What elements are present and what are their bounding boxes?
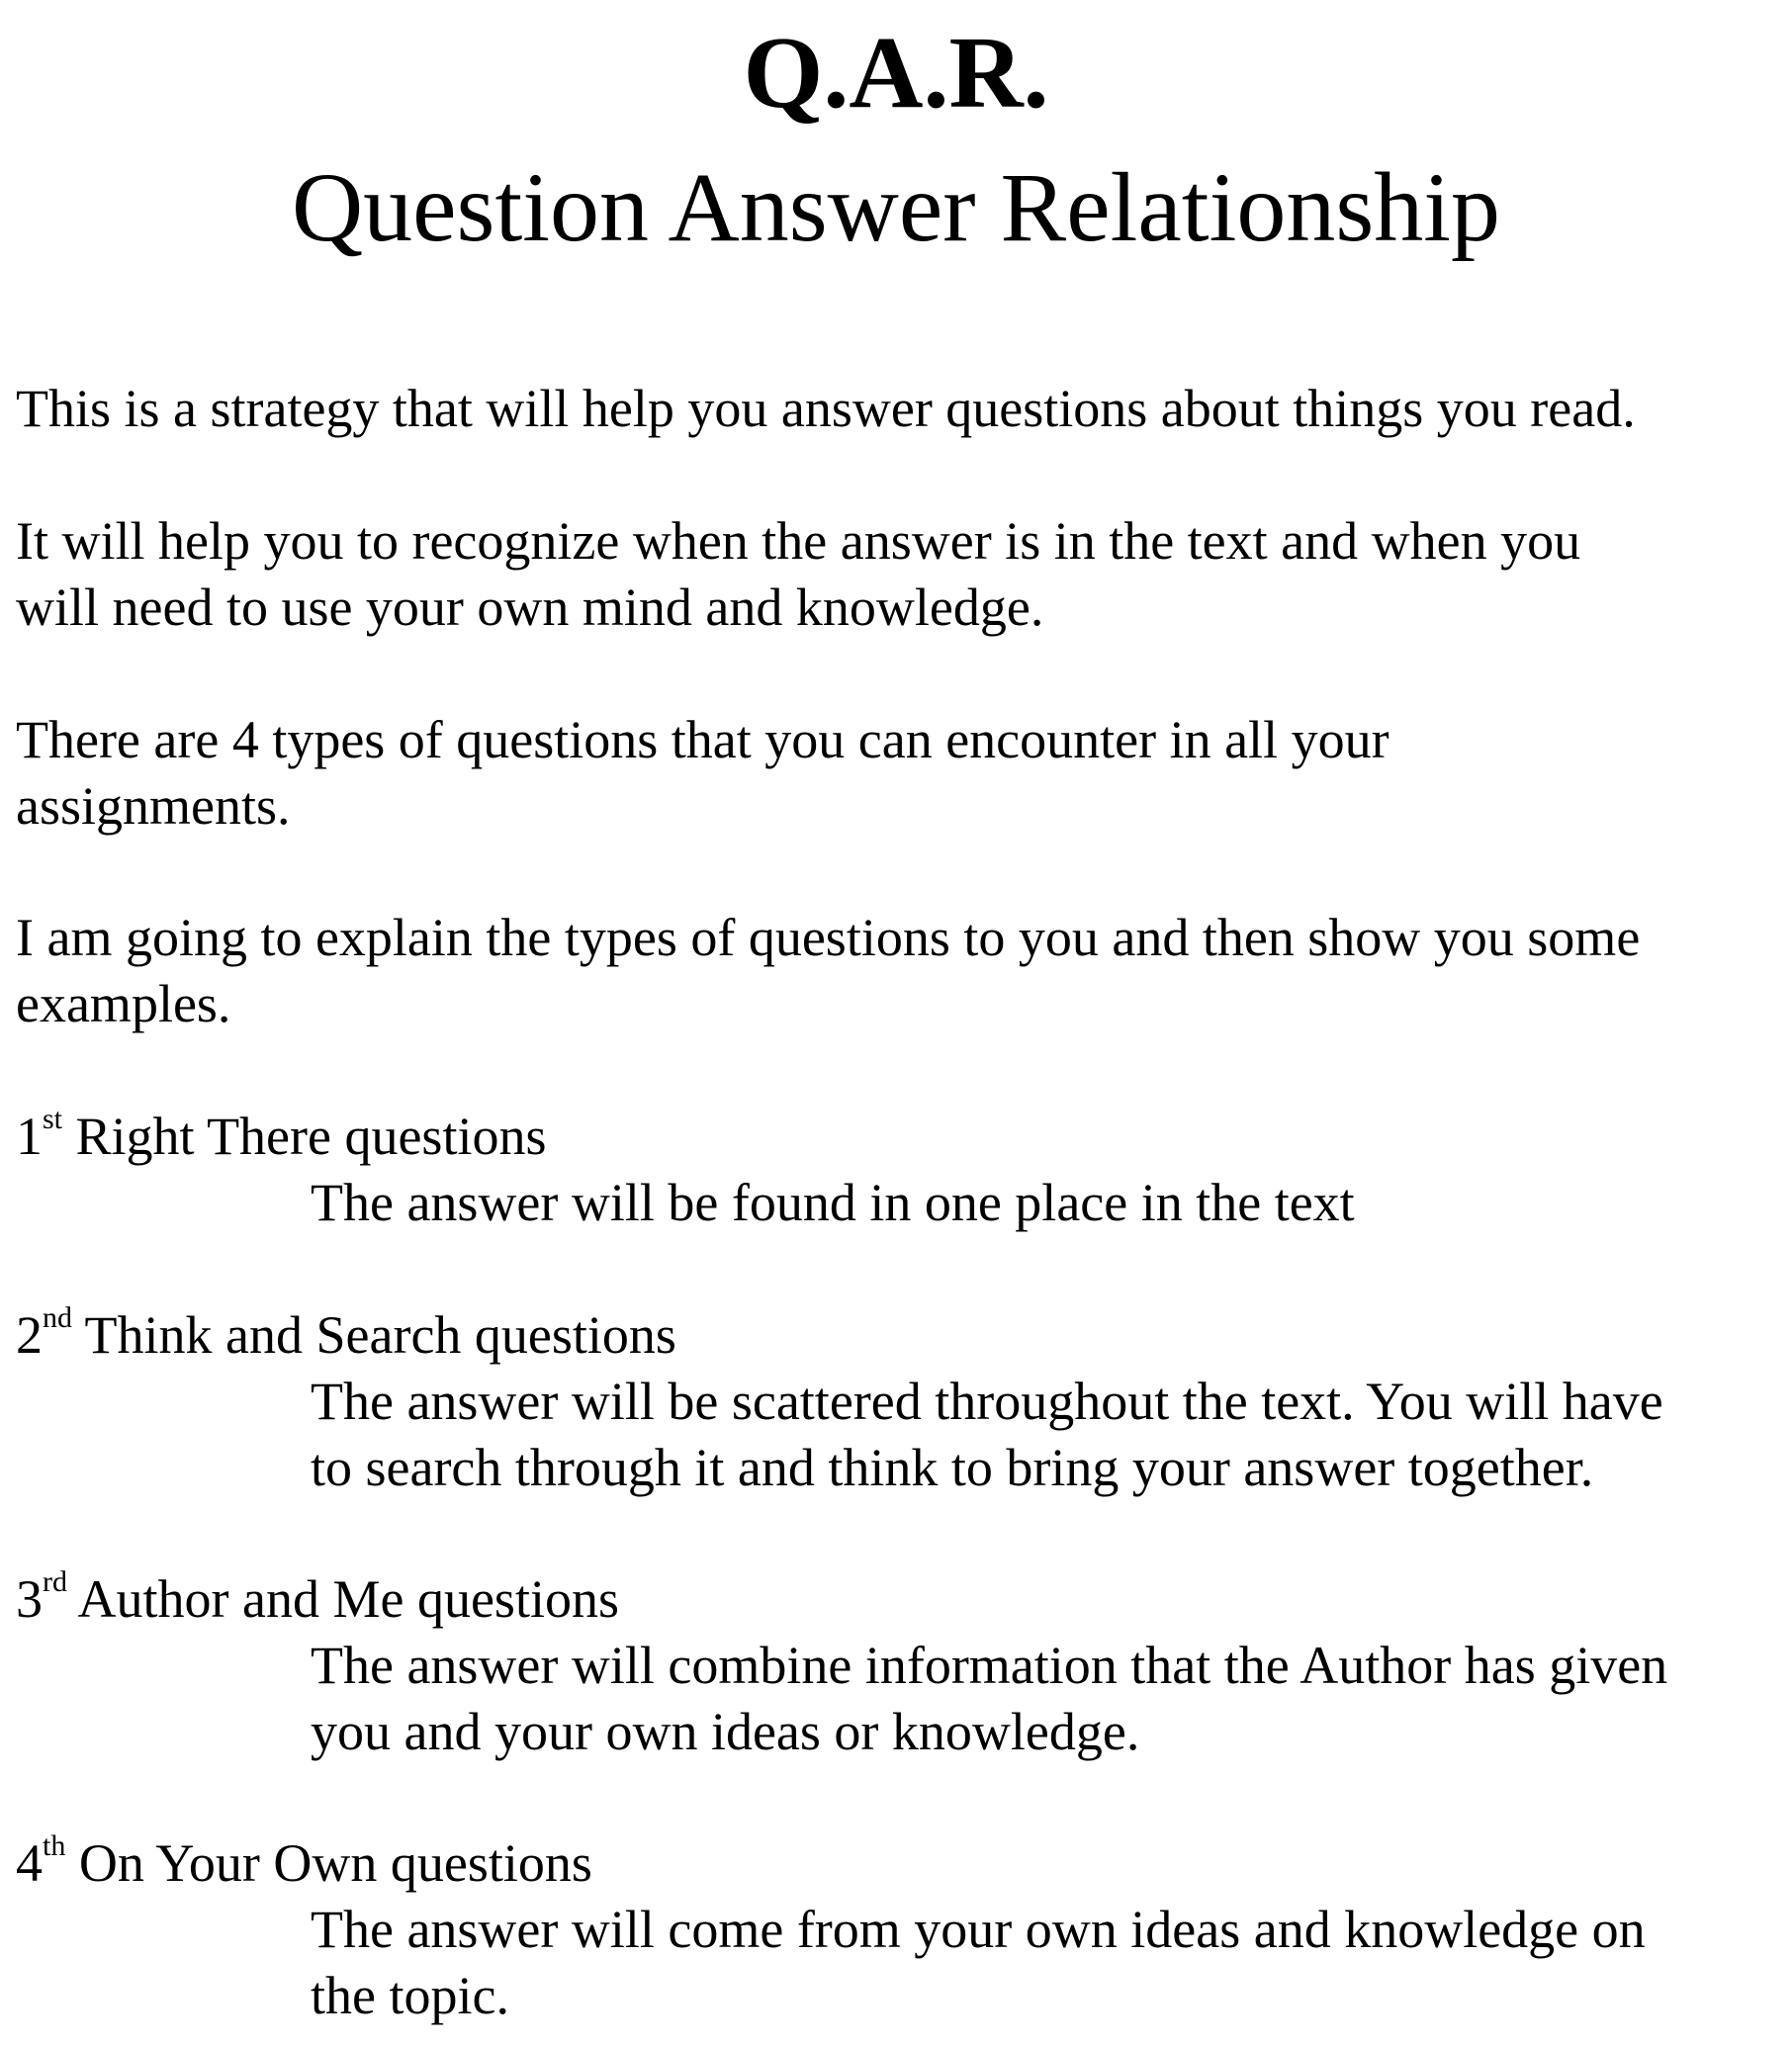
description-line: the topic. [311,1966,509,2025]
question-type-heading-4 [16,1830,592,1897]
paragraph-line: will need to use your own mind and knowledge. [16,578,1044,637]
document-subtitle: Question Answer Relationship [291,152,1501,262]
description-line: The answer will combine information that the Author has given [311,1636,1668,1695]
question-type-name: Right There questions [75,1107,547,1166]
question-type-name: Think and Search questions [84,1305,676,1365]
ordinal-number: 2nd [16,1301,72,1365]
ordinal-number: 3rd [16,1565,67,1629]
ordinal-number: 4th [16,1829,66,1893]
paragraph-line: This is a strategy that will help you answer questions about things you read. [16,379,1636,438]
description-line: The answer will come from your own ideas and knowledge on [311,1900,1646,1959]
intro-paragraph-3 [16,707,1776,840]
paragraph-line: examples. [16,974,231,1033]
paragraph-line: It will help you to recognize when the answer is in the text and when you [16,511,1581,571]
question-type-description-2 [311,1369,1774,1501]
description-line: The answer will be found in one place in the text [311,1173,1355,1232]
question-type-name: On Your Own questions [78,1833,592,1893]
question-type-description-4 [311,1897,1774,2029]
paragraph-line: There are 4 types of questions that you can encounter in all your [16,710,1389,769]
question-type-name: Author and Me questions [77,1569,619,1629]
intro-paragraph-4 [16,905,1776,1037]
document-title: Q.A.R. [743,16,1049,130]
ordinal-number: 1st [16,1103,63,1166]
question-type-heading-1 [16,1104,546,1170]
question-type-heading-2 [16,1302,676,1369]
description-line: you and your own ideas or knowledge. [311,1702,1140,1761]
question-type-description-1 [311,1170,1774,1236]
question-type-description-3 [311,1633,1774,1765]
intro-paragraph-2 [16,508,1776,641]
intro-paragraph-1 [16,376,1776,442]
description-line: to search through it and think to bring your answer together. [311,1438,1594,1497]
paragraph-line: I am going to explain the types of questions to you and then show you some [16,908,1641,967]
paragraph-line: assignments. [16,776,291,836]
question-type-heading-3 [16,1566,619,1633]
description-line: The answer will be scattered throughout the text. You will have [311,1372,1663,1431]
